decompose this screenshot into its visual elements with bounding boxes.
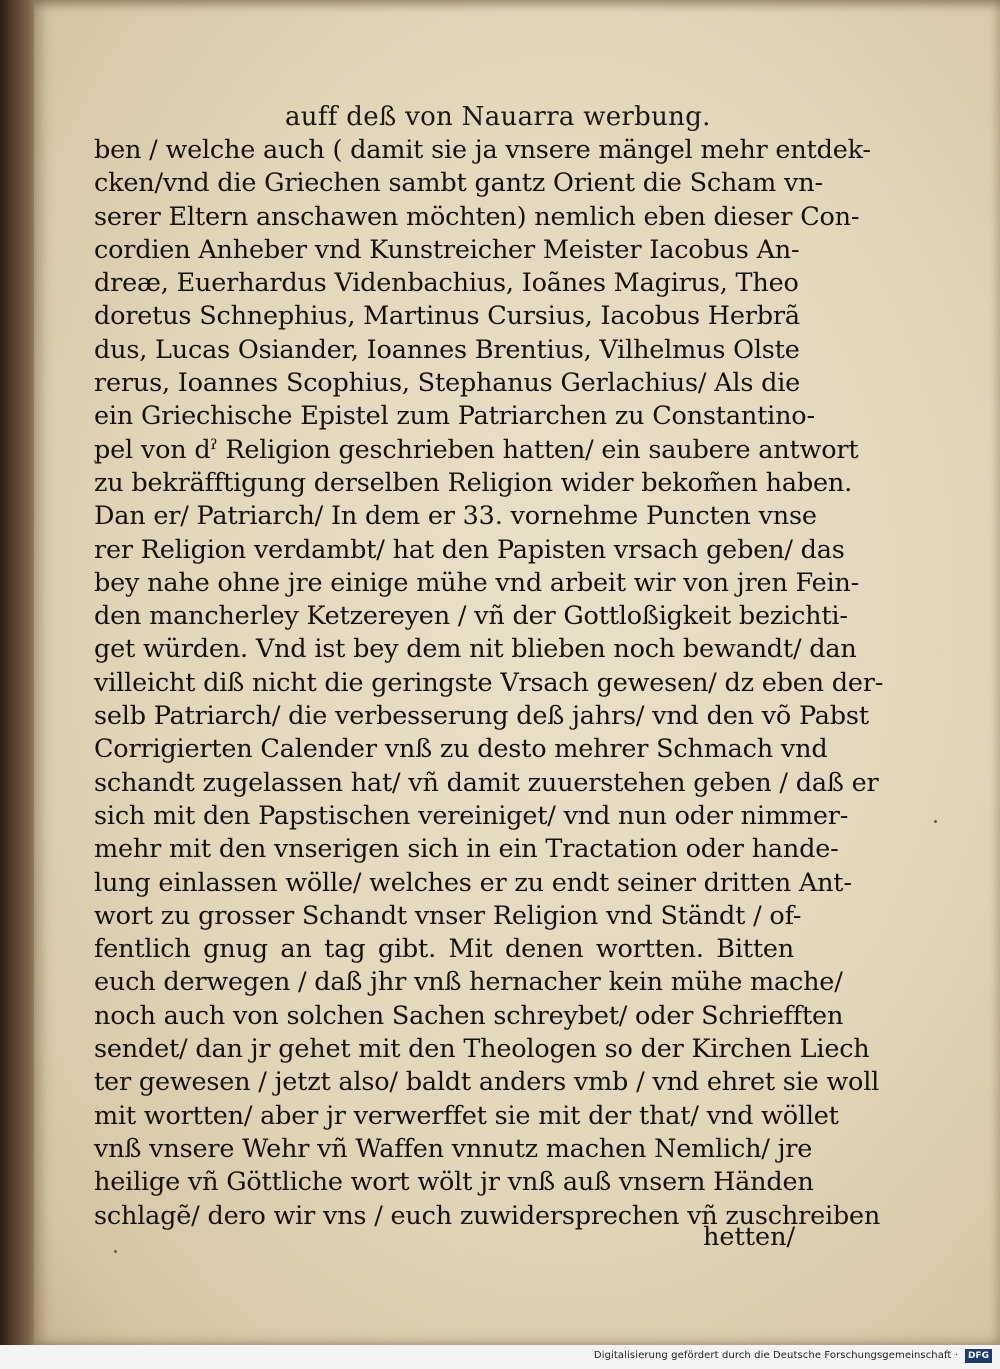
text-line: serer Eltern anschawen möchten) nemlich eben dieser Con- [94,201,860,232]
text-line: dreæ, Euerhardus Videnbachius, Ioãnes Magirus, Theo [94,268,799,299]
text-line: sendet/ dan jr gehet mit den Theologen so der Kirchen Liech [94,1034,870,1065]
text-line: lung einlassen wölle/ welches er zu endt seiner dritten Ant- [94,867,852,898]
catchword: hetten/ [703,1222,796,1252]
text-line: schandt zugelassen hat/ vñ damit zuuerstehen geben / daß er [94,767,879,798]
funding-credit: Digitalisierung gefördert durch die Deutsche Forschungsgemeinschaft · [593,1350,958,1361]
text-line: pel von dˀ Religion geschrieben hatten/ ein saubere antwort [94,434,859,465]
text-line: ter gewesen / jetzt also/ baldt anders vmb / vnd ehret sie woll [94,1067,880,1098]
text-line: rerus, Ioannes Scophius, Stephanus Gerlachius/ Als die [94,368,801,399]
text-line: fentlich gnug an tag gibt. Mit denen wortten. Bitten [94,934,794,965]
text-line: selb Patriarch/ die verbesserung deß jahrs/ vnd den võ Pabst [94,701,869,732]
text-line: den mancherley Ketzereyen / vñ der Gottloßigkeit bezichti- [94,601,848,632]
body-text [94,134,884,1233]
text-line: bey nahe ohne jre einige mühe vnd arbeit wir von jren Fein- [94,567,860,598]
paper-speck [934,820,937,823]
digitization-footer [0,1345,1000,1369]
text-line: ben / welche auch ( damit sie ja vnsere mängel mehr entdek- [94,135,871,165]
text-line: heilige vñ Göttliche wort wölt jr vnß auß vnsern Händen [94,1167,814,1198]
running-head: auff deß von Nauarra werbung. [285,102,711,132]
text-line: cken/vnd die Griechen sambt gantz Orient die Scham vn- [94,168,823,199]
text-line: get würden. Vnd ist bey dem nit blieben noch bewandt/ dan [94,634,857,665]
text-line: sich mit den Papstischen vereiniget/ vnd nun oder nimmer- [94,800,849,831]
text-line: vnß vnsere Wehr vñ Waffen vnnutz machen Nemlich/ jre [94,1133,813,1164]
text-line: villeicht diß nicht die geringste Vrsach gewesen/ dz eben der- [94,667,884,698]
paper-speck [114,1250,117,1253]
text-line: wort zu grosser Schandt vnser Religion vnd Ständt / of- [94,900,802,931]
text-line: ein Griechische Epistel zum Patriarchen zu Constantino- [94,401,815,432]
text-line: Corrigierten Calender vnß zu desto mehrer Schmach vnd [94,734,828,765]
text-line: Dan er/ Patriarch/ In dem er 33. vornehme Puncten vnse [94,501,817,532]
book-spine-edge [0,0,38,1369]
text-line: euch derwegen / daß jhr vnß hernacher kein mühe mache/ [94,967,843,998]
text-line: cordien Anheber vnd Kunstreicher Meister Iacobus An- [94,234,800,265]
text-line: noch auch von solchen Sachen schreybet/ oder Schriefften [94,1000,844,1031]
text-line: rer Religion verdambt/ hat den Papisten vrsach geben/ das [94,534,845,565]
text-line: doretus Schnephius, Martinus Cursius, Iacobus Herbrã [94,301,800,332]
text-line: zu bekräfftigung derselben Religion wider bekom̃en haben. [94,467,853,498]
text-line: mehr mit den vnserigen sich in ein Tractation oder hande- [94,834,839,865]
text-line: dus, Lucas Osiander, Ioannes Brentius, Vilhelmus Olste [94,334,800,365]
dfg-logo: DFG [965,1349,992,1363]
text-line: mit wortten/ aber jr verwerffet sie mit der that/ vnd wöllet [94,1100,839,1131]
text-line: schlagẽ/ dero wir vns / euch zuwidersprechen vñ zuschreiben [94,1200,881,1231]
